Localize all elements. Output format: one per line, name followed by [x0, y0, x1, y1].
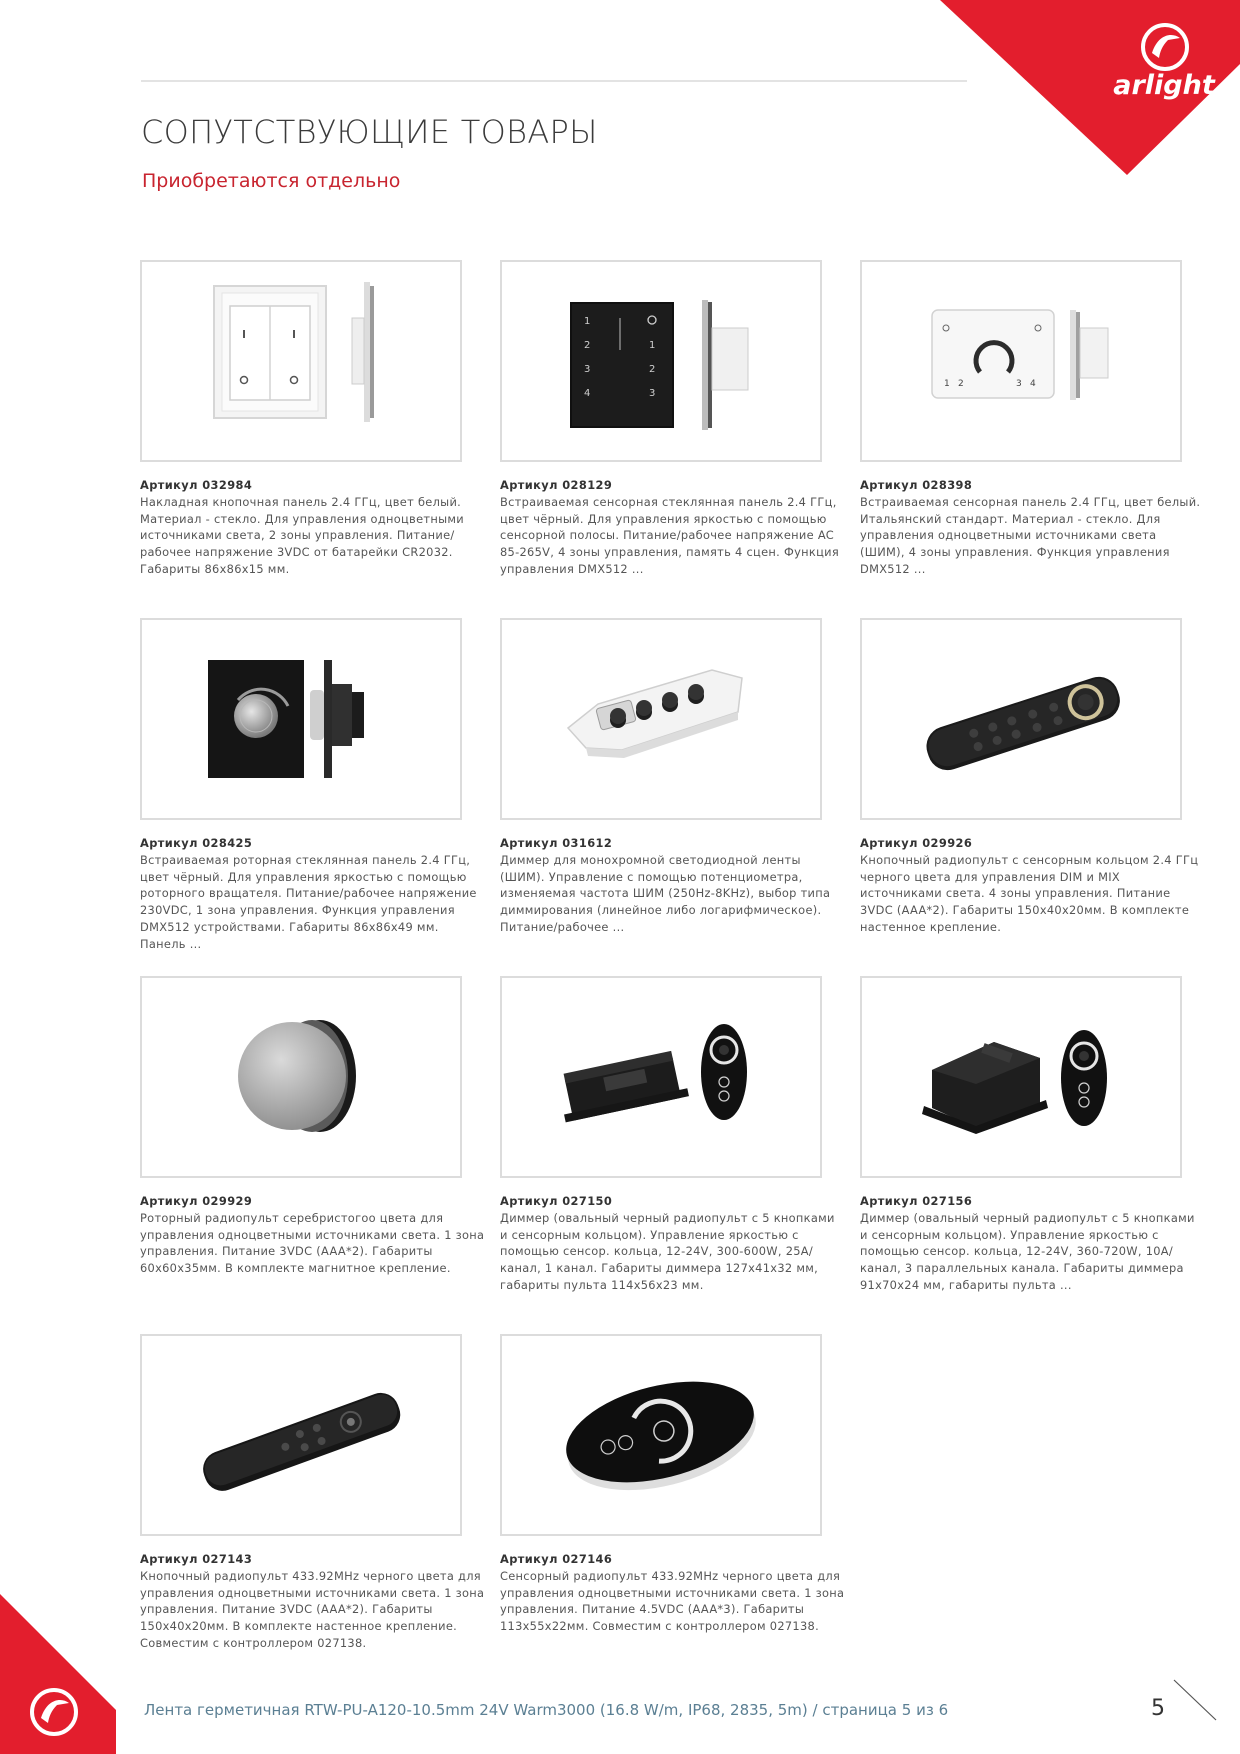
product-image-031612: [500, 618, 822, 820]
svg-text:4: 4: [584, 388, 591, 399]
product-description: Диммер (овальный черный радиопульт с 5 кнопками и сенсорным кольцом). Управление яркостью с помощью сенсор. кольца, 12-24V, 360-720W, 10A/канал, 3 параллельных канала. Габариты диммера 91х70х24 мм, габариты пульта ...: [860, 1210, 1195, 1292]
product-article: Артикул 027143: [140, 1552, 253, 1566]
product-description: Диммер для монохромной светодиодной ленты (ШИМ). Управление с помощью потенциометра, изменяемая частота ШИМ (250Hz-8KHz), выбор типа диммирования (линейное либо логарифмическое). Питание/рабочее ...: [500, 852, 831, 934]
product-article: Артикул 027156: [860, 1194, 973, 1208]
product-image-027143: [140, 1334, 462, 1536]
svg-text:4: 4: [1030, 379, 1036, 389]
svg-text:3: 3: [1016, 379, 1022, 389]
product-image-029926: [860, 618, 1182, 820]
svg-text:1: 1: [584, 316, 591, 327]
product-article: Артикул 029929: [140, 1194, 253, 1208]
product-description: Встраиваемая сенсорная панель 2.4 ГГц, цвет белый. Итальянский стандарт. Материал - стекло. Для управления одноцветными источниками света (ШИМ), 4 зоны управления. Функция управления DMX512 ...: [860, 494, 1201, 576]
page-subtitle: Приобретаются отдельно: [142, 170, 401, 192]
page-number-slash: [1172, 1678, 1218, 1722]
product-info-028425: [140, 835, 485, 953]
product-image-028129: [500, 260, 822, 462]
product-image-032984: [140, 260, 462, 462]
product-article: Артикул 027146: [500, 1552, 613, 1566]
page-number: 5: [1151, 1696, 1165, 1721]
product-description: Сенсорный радиопульт 433.92MHz черного цвета для управления одноцветными источниками света. 1 зона управления. Питание 4.5VDC (AAA*3). Габариты 113х55х22мм. Совместим с контроллером 027138.: [500, 1568, 845, 1634]
product-article: Артикул 028398: [860, 478, 973, 492]
product-info-029926: [860, 835, 1205, 936]
product-description: Кнопочный радиопульт с сенсорным кольцом 2.4 ГГц черного цвета для управления DIM и MIX источниками света. 4 зоны управления. Питание 3VDC (AAA*2). Габариты 150х40х20мм. В комплекте настенное крепление.: [860, 852, 1199, 934]
svg-text:1: 1: [649, 340, 656, 351]
svg-text:1: 1: [944, 379, 950, 389]
svg-text:3: 3: [584, 364, 591, 375]
product-description: Встраиваемая сенсорная стеклянная панель 2.4 ГГц, цвет чёрный. Для управления яркостью с помощью сенсорной полосы. Питание/рабочее напряжение AC 85-265V, 4 зоны управления, память 4 сцен. Функция управления DMX512 ...: [500, 494, 839, 576]
product-description: Встраиваемая роторная стеклянная панель 2.4 ГГц, цвет чёрный. Для управления яркостью с помощью роторного вращателя. Питание/рабочее напряжение 230VDC, 1 зона управления. Функция управления DMX512 устройствами. Габариты 86х86х49 мм. Панель ...: [140, 852, 477, 951]
product-info-031612: [500, 835, 845, 936]
product-article: Артикул 032984: [140, 478, 253, 492]
product-info-032984: [140, 477, 485, 578]
svg-text:3: 3: [649, 388, 656, 399]
brand-corner-top-right: [940, 0, 1240, 175]
top-divider: [141, 80, 967, 82]
product-info-027143: [140, 1551, 485, 1652]
logo-wordmark: arlight: [1113, 70, 1215, 101]
product-image-028398: [860, 260, 1182, 462]
product-image-027146: [500, 1334, 822, 1536]
product-image-029929: [140, 976, 462, 1178]
product-image-028425: [140, 618, 462, 820]
product-description: Роторный радиопульт серебристогоо цвета для управления одноцветными источниками света. 1 зона управления. Питание 3VDC (AAA*2). Габариты 60х60х35мм. В комплекте магнитное крепление.: [140, 1210, 485, 1276]
product-info-028398: [860, 477, 1205, 578]
svg-text:2: 2: [584, 340, 591, 351]
footer-text: Лента герметичная RTW-PU-A120-10.5mm 24V Warm3000 (16.8 W/m, IP68, 2835, 5m) / страница 5 из 6: [144, 1701, 949, 1719]
product-info-028129: [500, 477, 845, 578]
product-article: Артикул 028129: [500, 478, 613, 492]
product-image-027150: [500, 976, 822, 1178]
product-article: Артикул 031612: [500, 836, 613, 850]
product-article: Артикул 029926: [860, 836, 973, 850]
product-description: Накладная кнопочная панель 2.4 ГГц, цвет белый. Материал - стекло. Для управления одноцветными источниками света, 2 зоны управления. Питание/рабочее напряжение 3VDC от батарейки CR2032. Габариты 86х86х15 мм.: [140, 494, 464, 576]
product-info-029929: [140, 1193, 485, 1277]
product-article: Артикул 028425: [140, 836, 253, 850]
product-description: Кнопочный радиопульт 433.92MHz черного цвета для управления одноцветными источниками света. 1 зона управления. Питание 3VDC (AAA*2). Габариты 150х40х20мм. В комплекте настенное крепление. Совместим с контроллером 027138.: [140, 1568, 485, 1650]
product-info-027150: [500, 1193, 845, 1294]
product-image-027156: [860, 976, 1182, 1178]
svg-text:2: 2: [958, 379, 964, 389]
page-title: СОПУТСТВУЮЩИЕ ТОВАРЫ: [141, 113, 598, 151]
brand-corner-bottom-left: [0, 1594, 116, 1754]
svg-text:2: 2: [649, 364, 656, 375]
product-description: Диммер (овальный черный радиопульт с 5 кнопками и сенсорным кольцом). Управление яркостью с помощью сенсор. кольца, 12-24V, 300-600W, 25A/канал, 1 канал. Габариты диммера 127х41х32 мм, габариты пульта 114х56х23 мм.: [500, 1210, 835, 1292]
product-info-027156: [860, 1193, 1205, 1294]
product-article: Артикул 027150: [500, 1194, 613, 1208]
product-info-027146: [500, 1551, 845, 1635]
